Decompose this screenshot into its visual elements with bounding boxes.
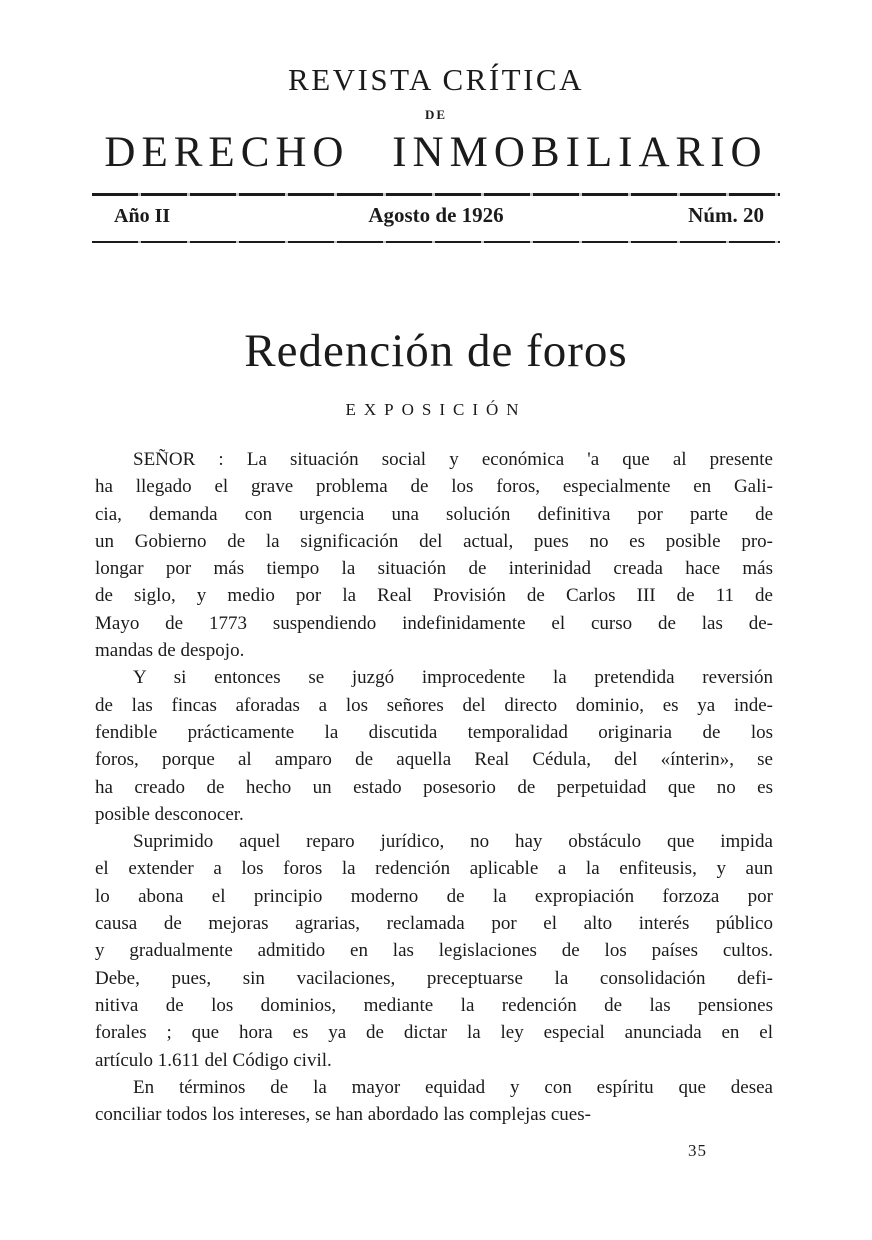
- issue-date: Agosto de 1926: [368, 203, 504, 227]
- text-line: foros, porque al amparo de aquella Real Cédula, del «ínterin», se: [95, 749, 773, 771]
- masthead-title-line1: REVISTA CRÍTICA: [288, 62, 584, 97]
- text-line: SEÑOR : La situación social y económica 'a que al presente: [133, 449, 773, 470]
- issue-number: Núm. 20: [688, 203, 764, 227]
- issue-info-row: [92, 203, 780, 228]
- text-line: cia, demanda con urgencia una solución definitiva por parte de: [95, 503, 773, 525]
- text-line: posible desconocer.: [95, 803, 244, 825]
- text-line: el extender a los foros la redención aplicable a la enfiteusis, y aun: [95, 858, 773, 880]
- text-line: En términos de la mayor equidad y con espíritu que desea: [133, 1076, 773, 1098]
- text-line: ha llegado el grave problema de los foros, especialmente en Gali-: [95, 476, 773, 498]
- text-line: nitiva de los dominios, mediante la redención de las pensiones: [95, 994, 773, 1016]
- text-line: fendible prácticamente la discutida temporalidad originaria de los: [95, 721, 773, 743]
- issue-year: Año II: [114, 205, 171, 227]
- article-subtitle: EXPOSICIÓN: [345, 400, 527, 419]
- text-line: ha creado de hecho un estado posesorio de perpetuidad que no es: [95, 776, 773, 798]
- masthead-rule-top: [92, 193, 780, 196]
- text-line: Suprimido aquel reparo jurídico, no hay obstáculo que impida: [133, 831, 773, 853]
- text-line: de las fincas aforadas a los señores del directo dominio, es ya inde-: [95, 694, 773, 716]
- text-line: conciliar todos los intereses, se han abordado las complejas cues-: [95, 1104, 591, 1126]
- text-line: mandas de despojo.: [95, 640, 245, 662]
- text-line: Y si entonces se juzgó improcedente la pretendida reversión: [133, 667, 773, 689]
- article-title: Redención de foros: [244, 325, 628, 377]
- masthead-connector: DE: [424, 107, 448, 122]
- text-line: longar por más tiempo la situación de interinidad creada hace más: [95, 558, 773, 580]
- page-number: 35: [688, 1141, 707, 1160]
- masthead-rule-bottom: [92, 241, 780, 243]
- text-line: forales ; que hora es ya de dictar la ley especial anunciada en el: [95, 1022, 773, 1044]
- text-line: causa de mejoras agrarias, reclamada por el alto interés público: [95, 913, 773, 935]
- text-line: un Gobierno de la significación del actual, pues no es posible pro-: [95, 530, 773, 552]
- masthead-title-line2: DERECHO INMOBILIARIO: [104, 129, 768, 176]
- text-line: artículo 1.611 del Código civil.: [95, 1049, 332, 1071]
- text-line: lo abona el principio moderno de la expropiación forzoza por: [95, 885, 773, 907]
- text-line: de siglo, y medio por la Real Provisión de Carlos III de 11 de: [95, 585, 773, 607]
- text-line: Mayo de 1773 suspendiendo indefinidamente el curso de las de-: [95, 612, 773, 634]
- text-line: y gradualmente admitido en las legislaciones de los países cultos.: [95, 940, 773, 962]
- text-line: Debe, pues, sin vacilaciones, preceptuarse la consolidación defi-: [95, 967, 773, 989]
- article-body: [95, 446, 773, 1128]
